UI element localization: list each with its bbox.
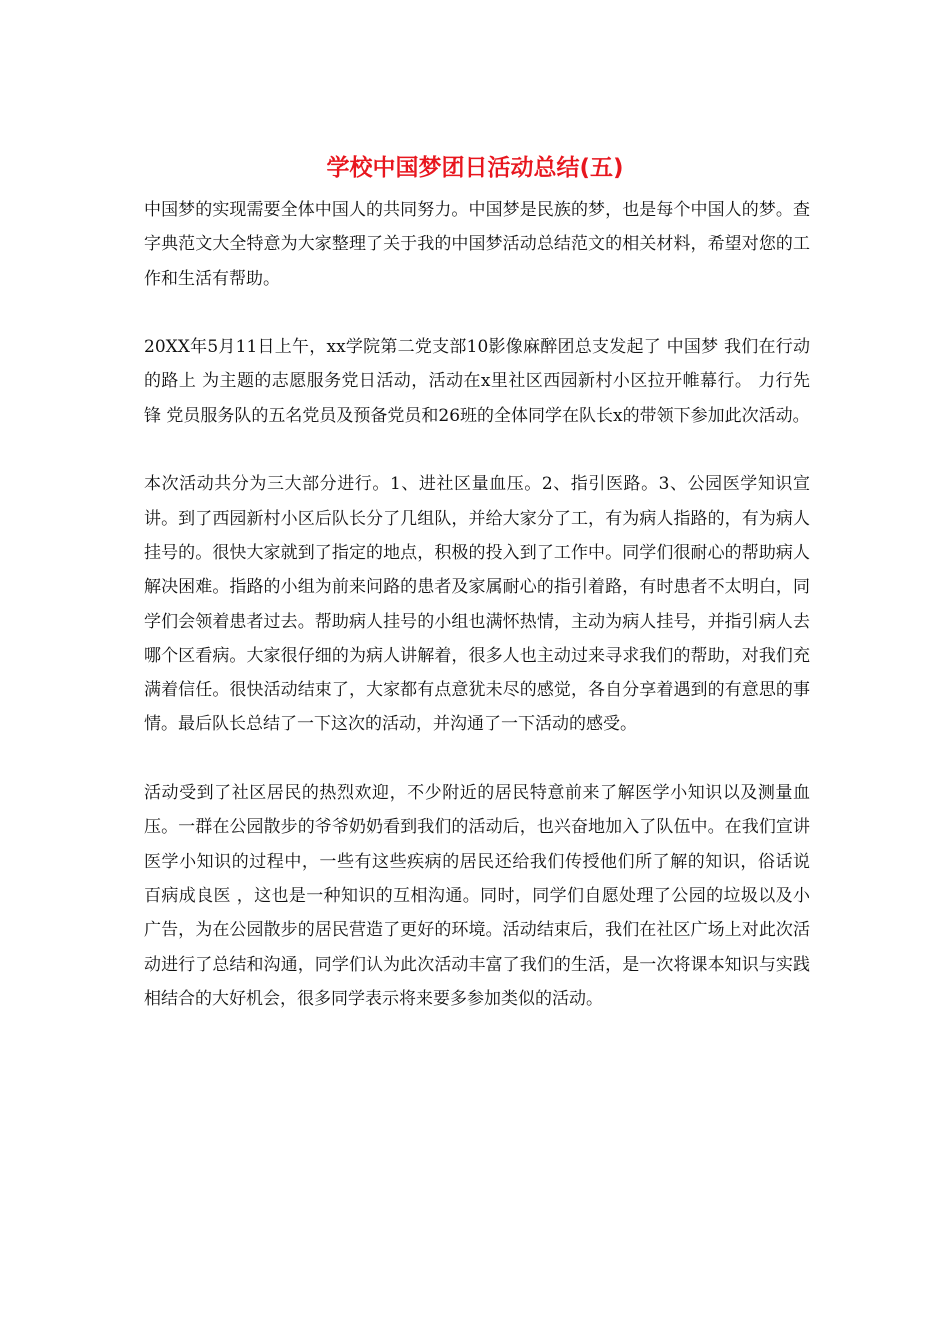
paragraph-activity-parts: 本次活动共分为三大部分进行。1、进社区量血压。2、指引医路。3、公园医学知识宣讲。到了西园新村小区后队长分了几组队，并给大家分了工，有为病人指路的，有为病人挂号的。很快大家就到了指定的地点，积极的投入到了工作中。同学们很耐心的帮助病人解决困难。指路的小组为前来问路的患者及家属耐心的指引着路，有时患者不太明白，同学们会领着患者过去。帮助病人挂号的小组也满怀热情，主动为病人挂号，并指引病人去哪个区看病。大家很仔细的为病人讲解着，很多人也主动过来寻求我们的帮助，对我们充满着信任。很快活动结束了，大家都有点意犹未尽的感觉，各自分享着遇到的有意思的事情。最后队长总结了一下这次的活动，并沟通了一下活动的感受。 bbox=[144, 474, 810, 735]
document-body bbox=[144, 193, 810, 1016]
paragraph-community-response: 活动受到了社区居民的热烈欢迎，不少附近的居民特意前来了解医学小知识以及测量血压。一群在公园散步的爷爷奶奶看到我们的活动后，也兴奋地加入了队伍中。在我们宣讲医学小知识的过程中，一些有这些疾病的居民还给我们传授他们所了解的知识，俗话说 百病成良医 ，这也是一种知识的互相沟通。同时，同学们自愿处理了公园的垃圾以及小广告，为在公园散步的居民营造了更好的环境。活动结束后，我们在社区广场上对此次活动进行了总结和沟通，同学们认为此次活动丰富了我们的生活，是一次将课本知识与实践相结合的大好机会，很多同学表示将来要多参加类似的活动。 bbox=[144, 783, 810, 1009]
paragraph-event-overview: 20XX年5月11日上午，xx学院第二党支部10影像麻醉团总支发起了 中国梦 我们在行动的路上 为主题的志愿服务党日活动，活动在x里社区西园新村小区拉开帷幕行。 力行先锋 党员服务队的五名党员及预备党员和26班的全体同学在队长x的带领下参加此次活动。 bbox=[144, 337, 810, 426]
document-title: 学校中国梦团日活动总结(五) bbox=[326, 155, 624, 181]
paragraph-intro: 中国梦的实现需要全体中国人的共同努力。中国梦是民族的梦，也是每个中国人的梦。查字典范文大全特意为大家整理了关于我的中国梦活动总结范文的相关材料，希望对您的工作和生活有帮助。 bbox=[144, 200, 810, 289]
